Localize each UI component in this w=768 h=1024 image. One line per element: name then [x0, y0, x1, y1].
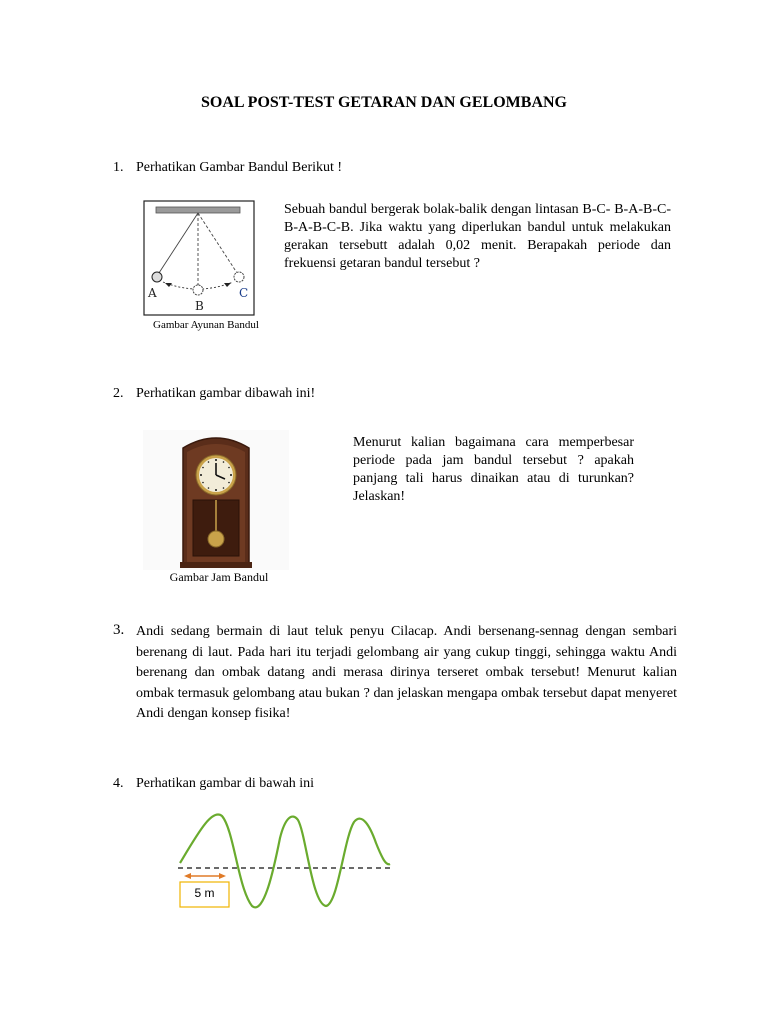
q1-number: 1.	[113, 160, 124, 175]
q2-prompt: Perhatikan gambar dibawah ini!	[136, 386, 316, 401]
label-a: A	[148, 286, 157, 300]
q2-text: Menurut kalian bagaimana cara memperbesar periode pada jam bandul tersebut ? apakah panjang tali harus dinaikan atau di turunkan? Jelaskan!	[353, 435, 634, 504]
wave-label: 5 m	[194, 886, 215, 900]
q1-text: Sebuah bandul bergerak bolak-balik dengan lintasan B-C- B-A-B-C-B-A-B-C-B. Jika waktu yang diperlukan bandul untuk melakukan gerakan tersebutt adalah 0,02 menit. Berapakah periode dan frekuensi getaran bandul tersebut ?	[284, 202, 671, 271]
page-title: SOAL POST-TEST GETARAN DAN GELOMBANG	[200, 94, 567, 111]
q1-caption: Gambar Ayunan Bandul	[153, 319, 259, 331]
wall-clock-figure	[143, 430, 289, 570]
label-c: C	[239, 286, 249, 300]
q4-number: 4.	[113, 776, 124, 791]
q1-prompt: Perhatikan Gambar Bandul Berikut !	[136, 160, 343, 175]
label-b: B	[195, 299, 204, 313]
q3-number: 3.	[113, 622, 125, 638]
wall-clock-image	[143, 430, 289, 570]
q4-prompt: Perhatikan gambar di bawah ini	[136, 776, 315, 791]
q2-number: 2.	[113, 386, 124, 401]
wave-figure	[172, 808, 396, 914]
q3-text: Andi sedang bermain di laut teluk penyu Cilacap. Andi bersenang-sennag dengan sembari berenang di laut. Pada hari itu terjadi gelombang air yang cukup tinggi, sehingga waktu Andi berenang dan ombak datang andi merasa dirinya terseret ombak tersebut! Menurut kalian ombak termasuk gelombang atau bukan ? dan jelaskan mengapa ombak tersebut dapat menyeret Andi dengan konsep fisika!	[136, 624, 677, 722]
pendulum-diagram	[143, 200, 255, 316]
q2-caption: Gambar Jam Bandul	[169, 570, 269, 584]
pendulum-figure	[143, 200, 255, 316]
